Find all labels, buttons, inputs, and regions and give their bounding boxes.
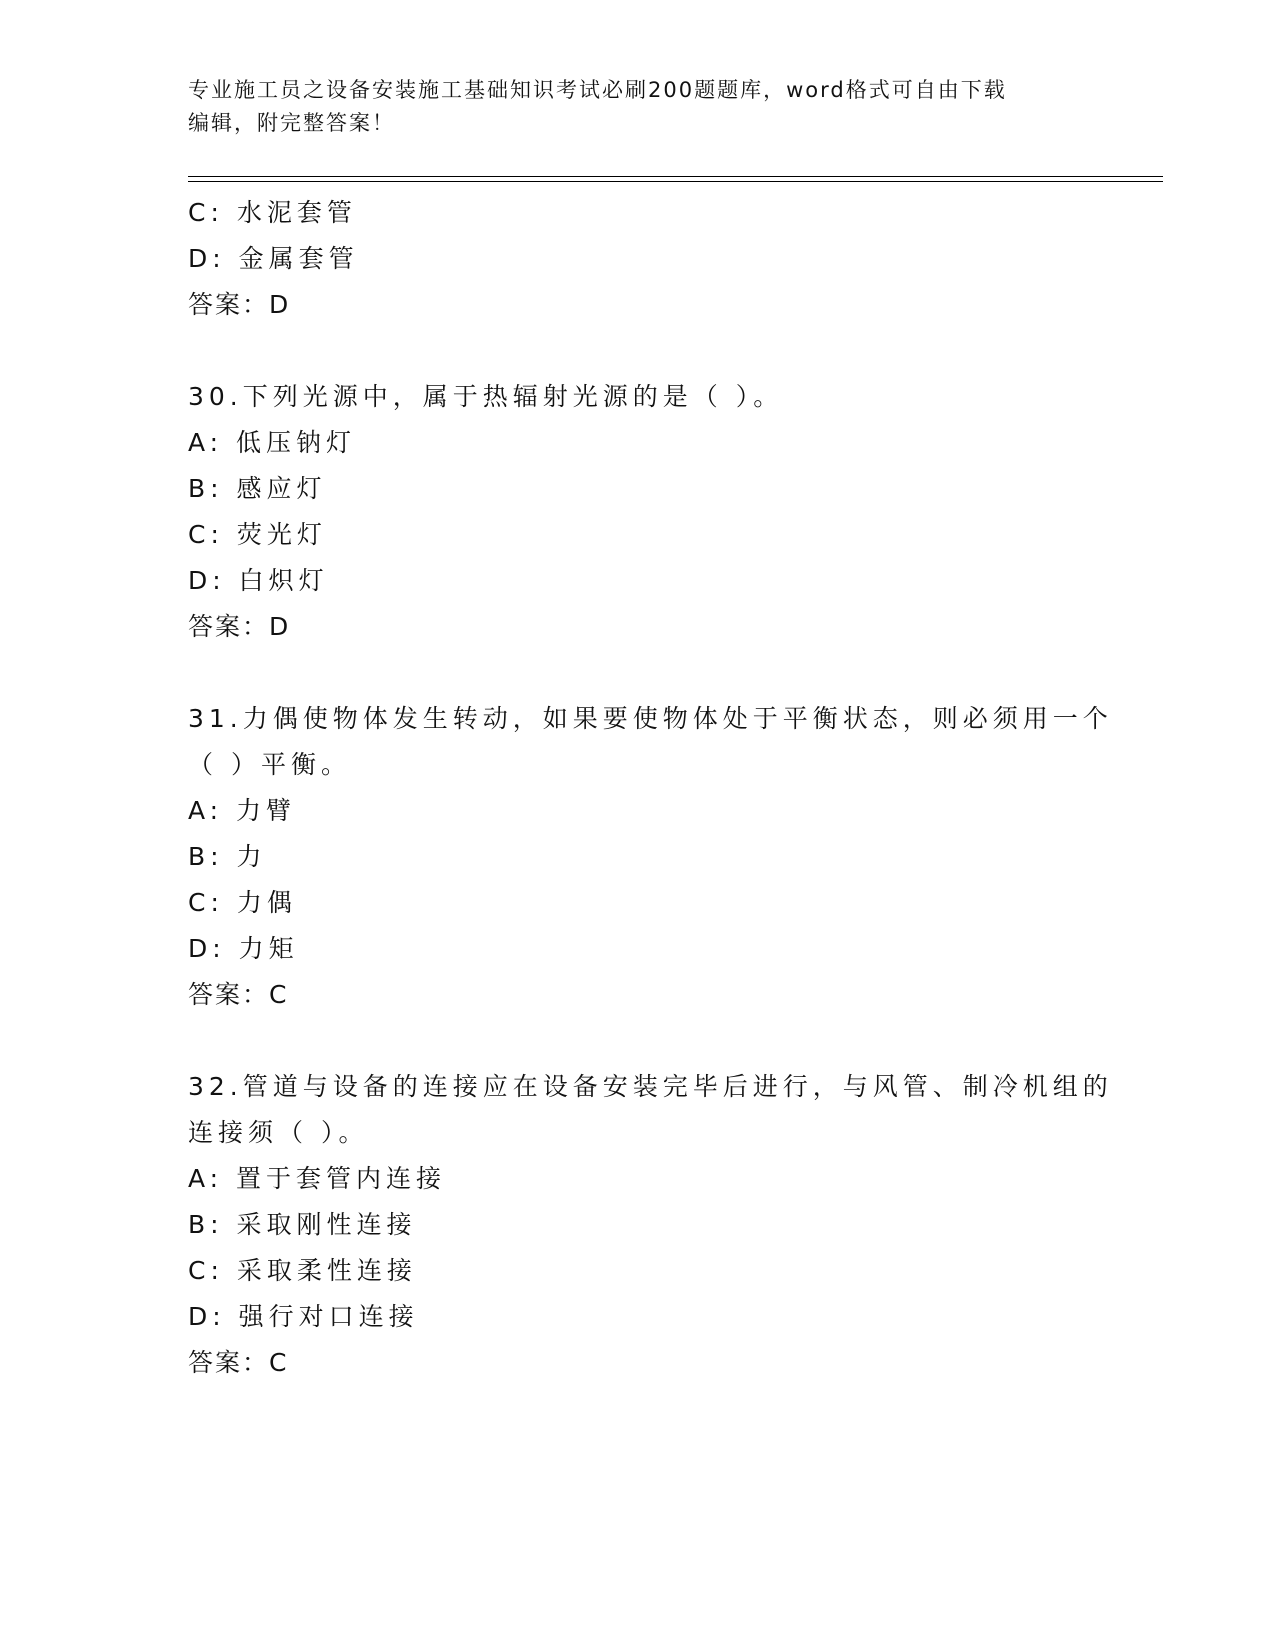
header-divider-top <box>188 176 1163 177</box>
answer-line: 答案：C <box>188 1348 289 1377</box>
answer-line: 答案：D <box>188 290 291 319</box>
question-text: 30.下列光源中，属于热辐射光源的是（ ）。 <box>188 382 784 411</box>
header-title-line-2: 编辑，附完整答案！ <box>188 111 395 135</box>
option-a: A: 置于套管内连接 <box>188 1164 447 1193</box>
header-divider-bottom <box>188 181 1163 182</box>
option-d: D: 力矩 <box>188 934 299 963</box>
question-text-line-1: 32.管道与设备的连接应在设备安装完毕后进行，与风管、制冷机组的 <box>188 1072 1113 1101</box>
option-d: D: 金属套管 <box>188 244 359 273</box>
answer-line: 答案：D <box>188 612 291 641</box>
question-block-32 <box>188 1064 1113 1386</box>
question-block-30 <box>188 374 1088 650</box>
option-b: B: 力 <box>188 842 267 871</box>
question-text-line-1: 31.力偶使物体发生转动，如果要使物体处于平衡状态，则必须用一个 <box>188 704 1113 733</box>
question-text-line-2: （ ）平衡。 <box>188 750 351 779</box>
question-block-31 <box>188 696 1113 1018</box>
option-a: A: 低压钠灯 <box>188 428 357 457</box>
option-d: D: 强行对口连接 <box>188 1302 419 1331</box>
answer-line: 答案：C <box>188 980 289 1009</box>
option-c: C: 力偶 <box>188 888 297 917</box>
option-b: B: 感应灯 <box>188 474 327 503</box>
option-c: C: 水泥套管 <box>188 198 357 227</box>
header-title-line-1: 专业施工员之设备安装施工基础知识考试必刷200题题库，word格式可自由下载 <box>188 78 1007 102</box>
document-header <box>188 74 1088 140</box>
question-list <box>188 190 1113 1386</box>
option-c: C: 荧光灯 <box>188 520 327 549</box>
question-text-line-2: 连接须（ ）。 <box>188 1118 369 1147</box>
option-a: A: 力臂 <box>188 796 297 825</box>
option-c: C: 采取柔性连接 <box>188 1256 417 1285</box>
option-d: D: 白炽灯 <box>188 566 329 595</box>
question-block-29-continued <box>188 190 1088 328</box>
option-b: B: 采取刚性连接 <box>188 1210 417 1239</box>
